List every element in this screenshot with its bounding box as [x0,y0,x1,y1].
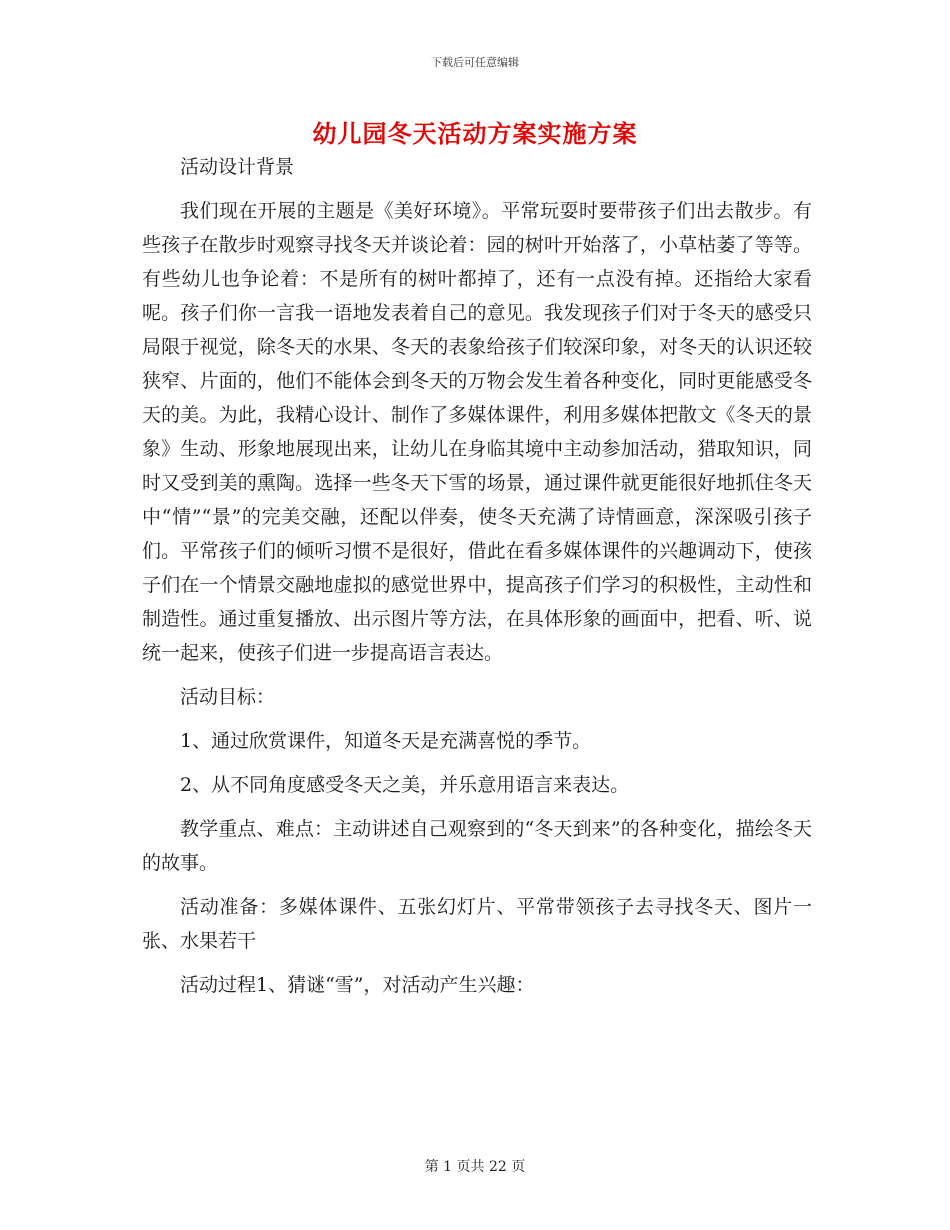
background-paragraph: 我们现在开展的主题是《美好环境》。平常玩耍时要带孩子们出去散步。有些孩子在散步时观察寻找冬天并谈论着：园的树叶开始落了，小草枯萎了等等。有些幼儿也争论着：不是所有的树叶都掉了，还有一点没有掉。还指给大家看呢。孩子们你一言我一语地发表着自己的意见。我发现孩子们对于冬天的感受只局限于视觉，除冬天的水果、冬天的表象给孩子们较深印象，对冬天的认识还较狭窄、片面的，他们不能体会到冬天的万物会发生着各种变化，同时更能感受冬天的美。为此，我精心设计、制作了多媒体课件，利用多媒体把散文《冬天的景象》生动、形象地展现出来，让幼儿在身临其境中主动参加活动，猎取知识，同时又受到美的熏陶。选择一些冬天下雪的场景，通过课件就更能很好地抓住冬天中“情”“景”的完美交融，还配以伴奏，使冬天充满了诗情画意，深深吸引孩子们。平常孩子们的倾听习惯不是很好，借此在看多媒体课件的兴趣调动下，使孩子们在一个情景交融地虚拟的感觉世界中，提高孩子们学习的积极性，主动性和制造性。通过重复播放、出示图片等方法，在具体形象的画面中，把看、听、说统一起来，使孩子们进一步提高语言表达。 [142,200,812,664]
header-note: 下载后可任意编辑 [431,56,519,69]
goal-item-2: 2、从不同角度感受冬天之美，并乐意用语言来表达。 [180,774,630,796]
activity-preparation-paragraph: 活动准备：多媒体课件、五张幻灯片、平常带领孩子去寻找冬天、图片一张、水果若干 [142,896,812,952]
section-heading-goals: 活动目标： [180,686,276,708]
activity-process-paragraph: 活动过程1、猜谜“雪”，对活动产生兴趣： [180,974,535,996]
page-number: 第 1 页共 22 页 [424,1159,526,1175]
goal-item-1: 1、通过欣赏课件，知道冬天是充满喜悦的季节。 [180,730,592,752]
section-heading-background: 活动设计背景 [180,156,295,178]
document-title: 幼儿园冬天活动方案实施方案 [312,119,638,148]
document-body [142,150,812,1012]
teaching-focus-paragraph: 教学重点、难点：主动讲述自己观察到的“冬天到来”的各种变化，描绘冬天的故事。 [142,818,812,874]
